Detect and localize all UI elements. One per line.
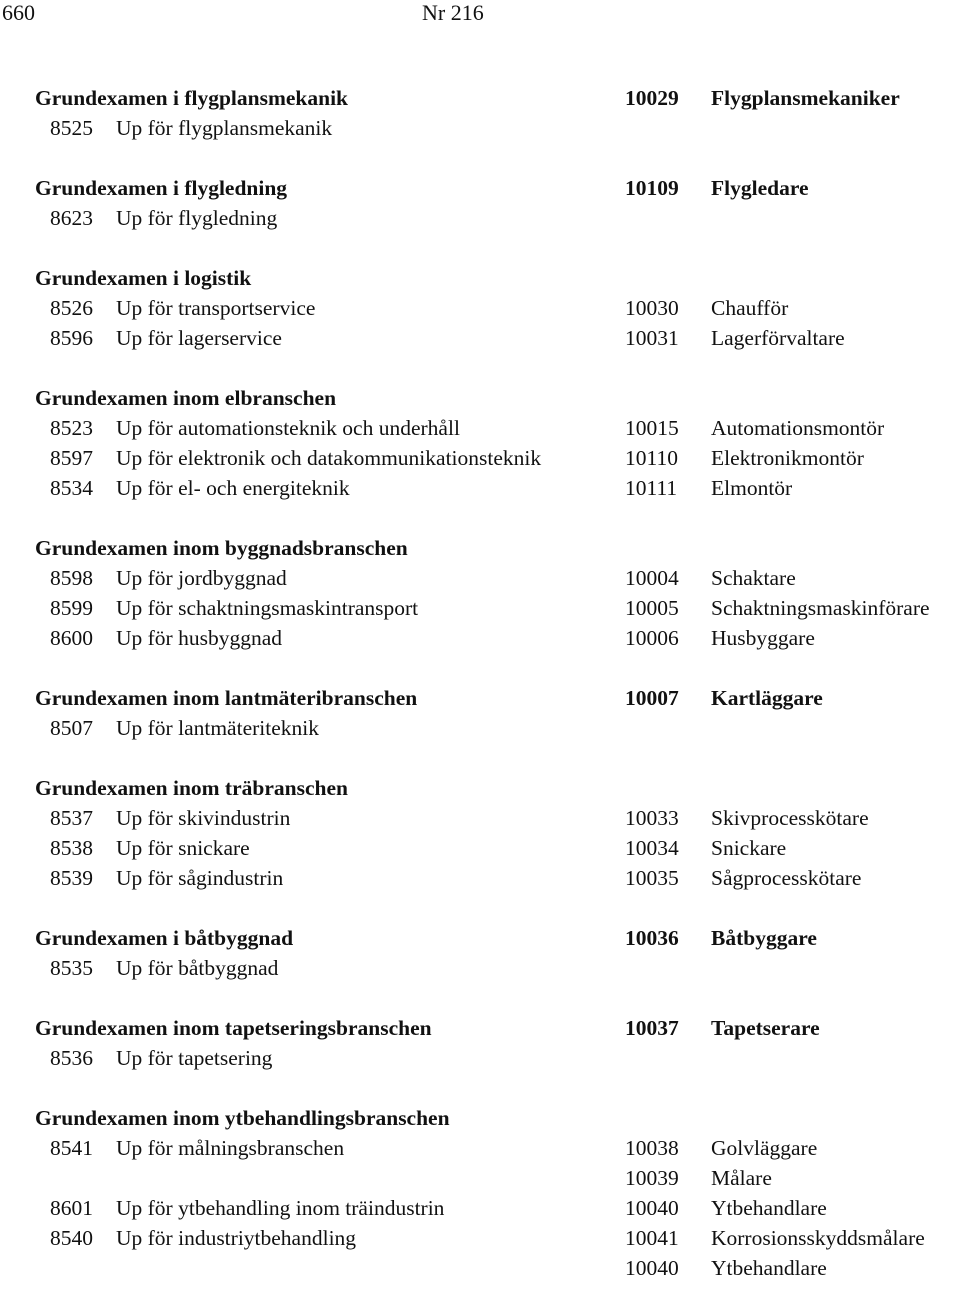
group-heading-row bbox=[0, 923, 960, 953]
qualification-code: 10031 bbox=[625, 326, 679, 350]
program-code: 8537 bbox=[50, 806, 93, 830]
qualification-group bbox=[0, 383, 960, 503]
qualification-code: 10039 bbox=[625, 1166, 679, 1190]
qualification-code: 10033 bbox=[625, 806, 679, 830]
program-code: 8601 bbox=[50, 1196, 93, 1220]
group-heading-row bbox=[0, 383, 960, 413]
qualification-code: 10036 bbox=[625, 926, 679, 950]
group-title: Grundexamen inom lantmäteribranschen bbox=[35, 686, 418, 710]
program-row bbox=[0, 1133, 960, 1163]
group-heading-row bbox=[0, 83, 960, 113]
program-code: 8526 bbox=[50, 296, 93, 320]
program-row bbox=[0, 1253, 960, 1283]
qualification-group bbox=[0, 1013, 960, 1073]
occupation-title: Schaktningsmaskinförare bbox=[711, 596, 930, 620]
program-code: 8523 bbox=[50, 416, 93, 440]
occupation-title: Tapetserare bbox=[711, 1016, 820, 1040]
program-row bbox=[0, 1043, 960, 1073]
qualification-code: 10015 bbox=[625, 416, 679, 440]
program-name: Up för snickare bbox=[116, 836, 250, 860]
program-row bbox=[0, 203, 960, 233]
program-code: 8597 bbox=[50, 446, 93, 470]
program-name: Up för husbyggnad bbox=[116, 626, 283, 650]
program-name: Up för lagerservice bbox=[116, 326, 282, 350]
program-name: Up för målningsbranschen bbox=[116, 1136, 345, 1160]
qualification-group bbox=[0, 533, 960, 653]
group-title: Grundexamen inom byggnadsbranschen bbox=[35, 536, 408, 560]
program-name: Up för automationsteknik och underhåll bbox=[116, 416, 460, 440]
occupation-title: Korrosionsskyddsmålare bbox=[711, 1226, 925, 1250]
program-name: Up för båtbyggnad bbox=[116, 956, 279, 980]
qualification-group bbox=[0, 773, 960, 893]
qualification-group bbox=[0, 263, 960, 353]
qualification-code: 10038 bbox=[625, 1136, 679, 1160]
program-name: Up för skivindustrin bbox=[116, 806, 291, 830]
program-row bbox=[0, 1223, 960, 1253]
program-name: Up för lantmäteriteknik bbox=[116, 716, 319, 740]
group-heading-row bbox=[0, 263, 960, 293]
qualification-group bbox=[0, 1103, 960, 1283]
program-name: Up för el- och energiteknik bbox=[116, 476, 350, 500]
qualification-group bbox=[0, 923, 960, 983]
qualification-list bbox=[0, 83, 960, 1313]
group-heading-row bbox=[0, 1013, 960, 1043]
page-number: 660 bbox=[2, 0, 35, 25]
occupation-title: Kartläggare bbox=[711, 686, 823, 710]
program-code: 8539 bbox=[50, 866, 93, 890]
program-row bbox=[0, 833, 960, 863]
group-title: Grundexamen i flygplansmekanik bbox=[35, 86, 348, 110]
program-row bbox=[0, 803, 960, 833]
occupation-title: Flygplansmekaniker bbox=[711, 86, 900, 110]
program-row bbox=[0, 1163, 960, 1193]
page-header bbox=[0, 0, 960, 30]
program-name: Up för schaktningsmaskintransport bbox=[116, 596, 419, 620]
program-name: Up för sågindustrin bbox=[116, 866, 284, 890]
program-row bbox=[0, 293, 960, 323]
occupation-title: Målare bbox=[711, 1166, 772, 1190]
occupation-title: Automationsmontör bbox=[711, 416, 885, 440]
group-heading-row bbox=[0, 173, 960, 203]
program-row bbox=[0, 113, 960, 143]
group-heading-row bbox=[0, 1103, 960, 1133]
program-name: Up för flygledning bbox=[116, 206, 278, 230]
program-code: 8541 bbox=[50, 1136, 93, 1160]
occupation-title: Golvläggare bbox=[711, 1136, 818, 1160]
occupation-title: Schaktare bbox=[711, 566, 796, 590]
program-code: 8540 bbox=[50, 1226, 93, 1250]
program-row bbox=[0, 563, 960, 593]
occupation-title: Elmontör bbox=[711, 476, 793, 500]
qualification-code: 10034 bbox=[625, 836, 679, 860]
group-heading-row bbox=[0, 533, 960, 563]
group-heading-row bbox=[0, 773, 960, 803]
program-code: 8596 bbox=[50, 326, 93, 350]
group-title: Grundexamen i logistik bbox=[35, 266, 252, 290]
program-row bbox=[0, 863, 960, 893]
program-row bbox=[0, 1193, 960, 1223]
qualification-code: 10007 bbox=[625, 686, 679, 710]
program-code: 8598 bbox=[50, 566, 93, 590]
qualification-code: 10030 bbox=[625, 296, 679, 320]
group-title: Grundexamen inom elbranschen bbox=[35, 386, 337, 410]
occupation-title: Ytbehandlare bbox=[711, 1196, 827, 1220]
qualification-code: 10040 bbox=[625, 1196, 679, 1220]
occupation-title: Lagerförvaltare bbox=[711, 326, 845, 350]
group-title: Grundexamen i båtbyggnad bbox=[35, 926, 294, 950]
occupation-title: Båtbyggare bbox=[711, 926, 817, 950]
group-title: Grundexamen inom tapetseringsbranschen bbox=[35, 1016, 432, 1040]
program-name: Up för jordbyggnad bbox=[116, 566, 287, 590]
program-row bbox=[0, 713, 960, 743]
qualification-code: 10005 bbox=[625, 596, 679, 620]
occupation-title: Chaufför bbox=[711, 296, 789, 320]
qualification-code: 10004 bbox=[625, 566, 679, 590]
program-row bbox=[0, 413, 960, 443]
group-heading-row bbox=[0, 683, 960, 713]
program-code: 8599 bbox=[50, 596, 93, 620]
program-row bbox=[0, 473, 960, 503]
program-name: Up för ytbehandling inom träindustrin bbox=[116, 1196, 445, 1220]
program-name: Up för industriytbehandling bbox=[116, 1226, 357, 1250]
qualification-code: 10109 bbox=[625, 176, 679, 200]
program-row bbox=[0, 623, 960, 653]
qualification-code: 10040 bbox=[625, 1256, 679, 1280]
qualification-code: 10037 bbox=[625, 1016, 679, 1040]
statute-number: Nr 216 bbox=[422, 0, 484, 25]
program-row bbox=[0, 323, 960, 353]
program-name: Up för tapetsering bbox=[116, 1046, 273, 1070]
program-code: 8507 bbox=[50, 716, 93, 740]
occupation-title: Flygledare bbox=[711, 176, 809, 200]
occupation-title: Elektronikmontör bbox=[711, 446, 864, 470]
program-code: 8538 bbox=[50, 836, 93, 860]
occupation-title: Sågprocesskötare bbox=[711, 866, 862, 890]
program-row bbox=[0, 593, 960, 623]
qualification-code: 10006 bbox=[625, 626, 679, 650]
program-code: 8534 bbox=[50, 476, 93, 500]
qualification-code: 10035 bbox=[625, 866, 679, 890]
program-code: 8535 bbox=[50, 956, 93, 980]
qualification-group bbox=[0, 83, 960, 143]
qualification-code: 10110 bbox=[625, 446, 678, 470]
group-title: Grundexamen inom träbranschen bbox=[35, 776, 348, 800]
program-name: Up för flygplansmekanik bbox=[116, 116, 333, 140]
group-title: Grundexamen inom ytbehandlingsbranschen bbox=[35, 1106, 450, 1130]
program-name: Up för transportservice bbox=[116, 296, 316, 320]
occupation-title: Husbyggare bbox=[711, 626, 815, 650]
program-code: 8623 bbox=[50, 206, 93, 230]
qualification-code: 10111 bbox=[625, 476, 678, 500]
occupation-title: Skivprocesskötare bbox=[711, 806, 869, 830]
group-title: Grundexamen i flygledning bbox=[35, 176, 288, 200]
program-code: 8536 bbox=[50, 1046, 93, 1070]
program-code: 8525 bbox=[50, 116, 93, 140]
qualification-group bbox=[0, 173, 960, 233]
program-row bbox=[0, 443, 960, 473]
occupation-title: Ytbehandlare bbox=[711, 1256, 827, 1280]
qualification-code: 10029 bbox=[625, 86, 679, 110]
qualification-code: 10041 bbox=[625, 1226, 679, 1250]
occupation-title: Snickare bbox=[711, 836, 787, 860]
program-name: Up för elektronik och datakommunikationsteknik bbox=[116, 446, 542, 470]
program-row bbox=[0, 953, 960, 983]
program-code: 8600 bbox=[50, 626, 93, 650]
qualification-group bbox=[0, 683, 960, 743]
